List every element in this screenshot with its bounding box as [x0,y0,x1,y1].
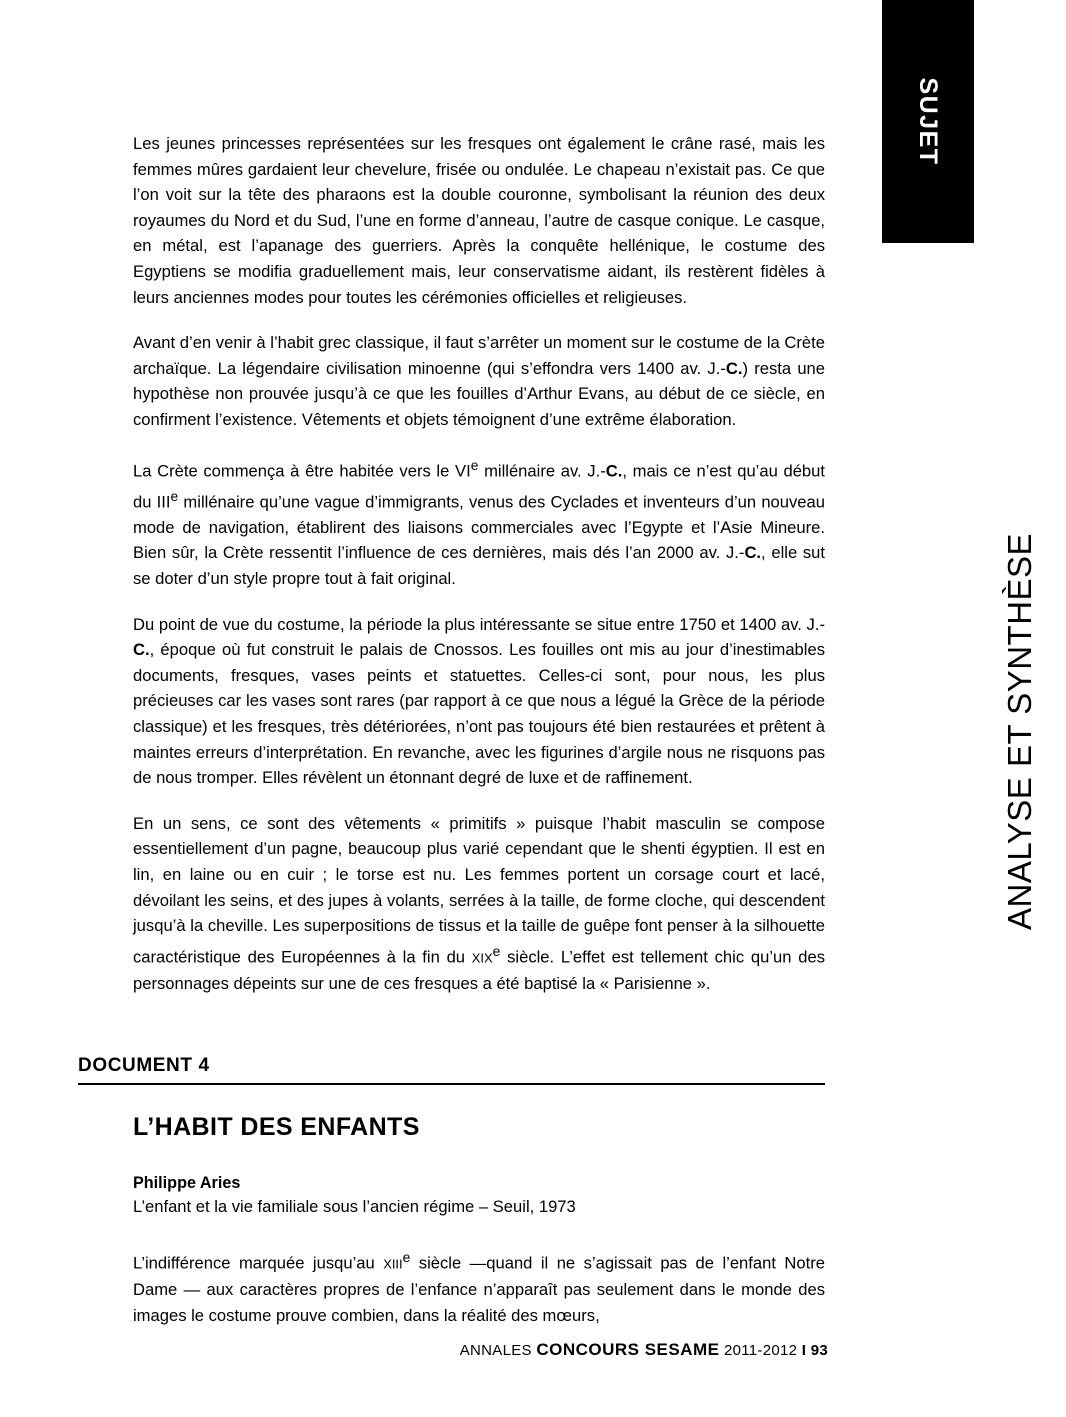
footer-page-number: I 93 [801,1342,828,1359]
main-text-column [133,131,825,996]
footer-annales: ANNALES [459,1342,532,1359]
document-source: L’enfant et la vie familiale sous l’ancien régime – Seuil, 1973 [133,1197,576,1216]
document-section-header [78,1055,825,1085]
side-rail [882,0,1038,1417]
document-excerpt-block [133,1245,825,1328]
document-label: DOCUMENT 4 [78,1055,210,1076]
paragraph-3: La Crète commença à être habitée vers le VIe millénaire av. J.-C., mais ce n’est qu’au début du IIIe millénaire qu’une vague d’immigrants, venus des Cyclades et inventeurs d’un nouveau mode de navigation, établirent des liaisons commerciales avec l’Egypte et l’Asie Mineure. Bien sûr, la Crète ressentit l’influence de ces dernières, mais dés l’an 2000 av. J.-C., elle sut se doter d’un style propre tout à fait original. [133,456,826,588]
paragraph-5: En un sens, ce sont des vêtements « primitifs » puisque l’habit masculin se compose essentiellement d’un pagne, beaucoup plus varié cependant que le shenti égyptien. Il est en lin, en laine ou en cuir ; le torse est nu. Les femmes portent un corsage court et lacé, dévoilant les seins, et des jupes à volants, serrées à la taille, de forme cloche, qui descendent jusqu’à la cheville. Les superpositions de tissus et la taille de guêpe font penser à la silhouette caractéristique des Européennes à la fin du XIXe siècle. L’effet est tellement chic qu’un des personnages dépeints sur une de ces fresques a été baptisé la « Parisienne ». [133,813,825,993]
document-title: L’HABIT DES ENFANTS [133,1113,420,1141]
paragraph-1: Les jeunes princesses représentées sur les fresques ont également le crâne rasé, mais les femmes mûres gardaient leur chevelure, frisée ou ondulée. Le chapeau n’existait pas. Ce que l’on voit sur la tête des pharaons est la double couronne, symbolisant la réunion des deux royaumes du Nord et du Sud, l’une en forme d’anneau, l’autre de casque conique. Le casque, en métal, est l’apanage des guerriers. Après la conquête hellénique, le costume des Egyptiens se modifia graduellement mais, leur conservatisme aidant, ils restèrent fidèles à leurs anciennes modes pour toutes les cérémonies officielles et religieuses. [133,134,825,307]
sujet-tab-label: SUJET [914,77,943,166]
footer-years: 2011-2012 [723,1342,798,1359]
paragraph-2: Avant d’en venir à l’habit grec classique, il faut s’arrêter un moment sur le costume de la Crète archaïque. La légendaire civilisation minoenne (qui s’effondra vers 1400 av. J.-C.) resta une hypothèse non prouvée jusqu’à ce que les fouilles d’Arthur Evans, au début de ce siècle, en confirment l’existence. Vêtements et objets témoignent d’une extrême élaboration. [133,333,825,429]
document-author: Philippe Aries [133,1174,241,1192]
paragraph-4: Du point de vue du costume, la période la plus intéressante se situe entre 1750 et 1400 av. J.-C., époque où fut construit le palais de Cnossos. Les fouilles ont mis au jour d’inestimables documents, fresques, vases peints et statuettes. Celles-ci sont, pour nous, les plus précieuses car les vases sont rares (par rapport à ce que nous a légué la Grèce de la période classique) et les fresques, très détériorées, n’ont pas toujours été bien restaurées et prêtent à maintes erreurs d’interprétation. En revanche, avec les figurines d’argile nous ne risquons pas de nous tromper. Elles révèlent un étonnant degré de luxe et de raffinement. [133,614,825,788]
page-footer [0,1340,828,1360]
section-vertical-title: ANALYSE ET SYNTHÈSE [1001,532,1038,930]
horizontal-rule [78,1083,825,1085]
footer-concours: CONCOURS SESAME [536,1340,720,1359]
document-excerpt: L’indifférence marquée jusqu’au XIIIe siècle —quand il ne s’agissait pas de l’enfant Notre Dame — aux caractères propres de l’enfance n’apparaît pas seulement dans le monde des images le costume prouve combien, dans la réalité des mœurs, [133,1249,826,1325]
